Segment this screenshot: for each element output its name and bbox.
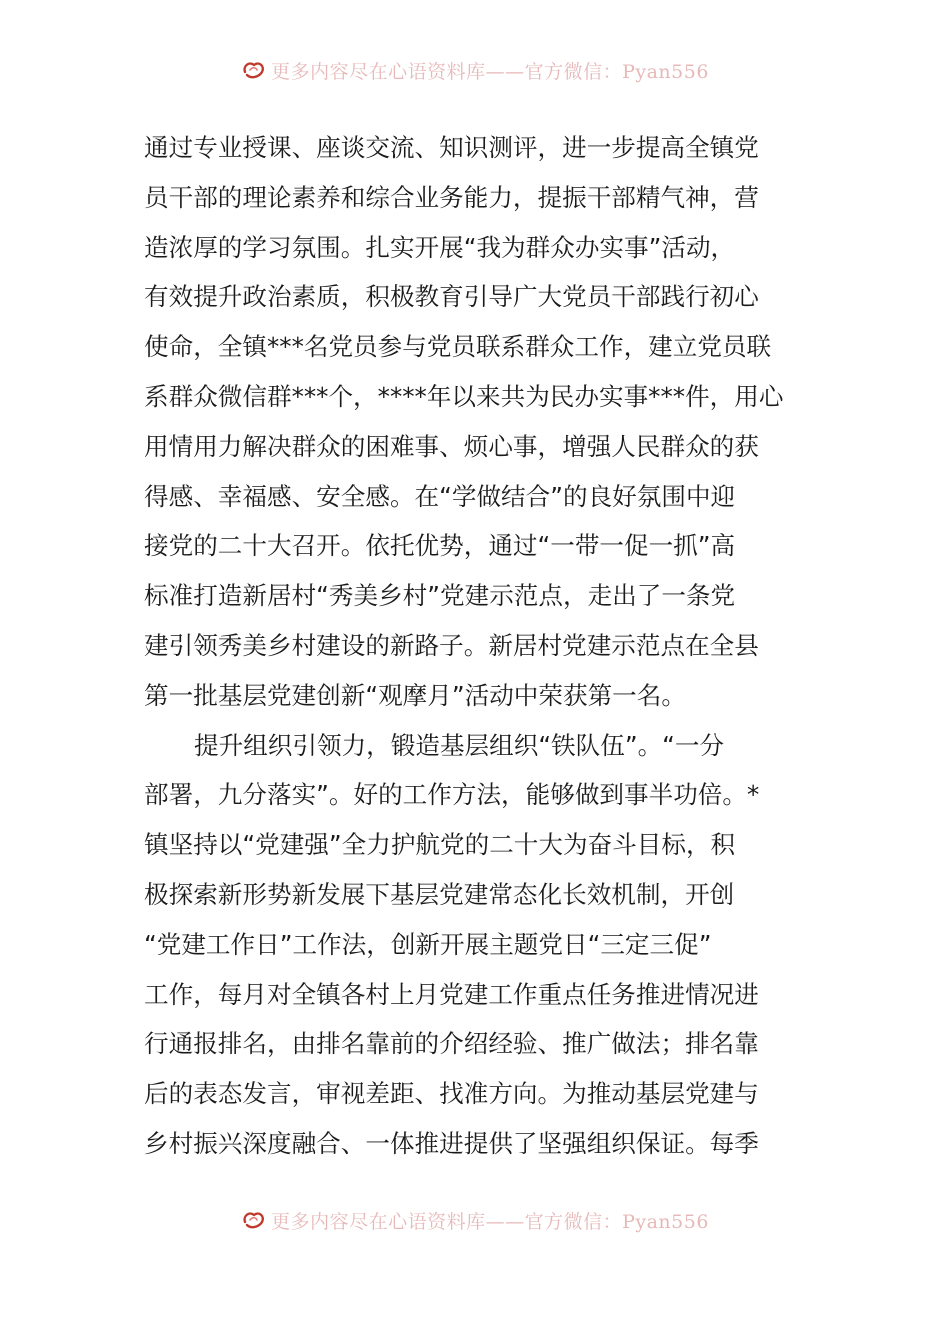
text-line: 工作，每月对全镇各村上月党建工作重点任务推进情况进 (144, 979, 759, 1009)
text-line: 后的表态发言，审视差距、找准方向。为推动基层党建与 (144, 1079, 759, 1109)
text-line: 通过专业授课、座谈交流、知识测评，进一步提高全镇党 (144, 133, 759, 162)
text-line: 镇坚持以“党建强”全力护航党的二十大为奋斗目标，积 (144, 830, 736, 860)
text-line: 标准打造新居村“秀美乡村”党建示范点，走出了一条党 (144, 581, 736, 611)
text-line: 乡村振兴深度融合、一体推进提供了坚强组织保证。每季 (144, 1128, 759, 1158)
paragraph-1 (144, 123, 804, 721)
text-line: 用情用力解决群众的困难事、烦心事，增强人民群众的获 (144, 431, 759, 461)
text-line: 有效提升政治素质，积极教育引导广大党员干部践行初心 (144, 282, 759, 312)
heart-swirl-logo-icon (241, 58, 267, 86)
text-line: 员干部的理论素养和综合业务能力，提振干部精气神，营 (144, 182, 759, 212)
text-line: 得感、幸福感、安全感。在“学做结合”的良好氛围中迎 (144, 481, 736, 511)
text-line: 第一批基层党建创新“观摩月”活动中荣获第一名。 (144, 680, 686, 710)
text-line: 建引领秀美乡村建设的新路子。新居村党建示范点在全县 (144, 630, 759, 660)
text-line: “党建工作日”工作法，创新开展主题党日“三定三促” (144, 929, 712, 959)
document-body (144, 123, 804, 1169)
text-line: 行通报排名，由排名靠前的介绍经验、推广做法；排名靠 (144, 1029, 759, 1059)
footer-watermark (0, 1208, 950, 1236)
watermark-text: 更多内容尽在心语资料库——官方微信：Pyan556 (271, 61, 709, 83)
watermark-text: 更多内容尽在心语资料库——官方微信：Pyan556 (271, 1211, 709, 1233)
paragraph-2 (144, 721, 804, 1169)
text-line: 极探索新形势新发展下基层党建常态化长效机制，开创 (144, 879, 735, 909)
text-line: 部署，九分落实”。好的工作方法，能够做到事半功倍。* (144, 780, 760, 810)
text-line: 系群众微信群***个，****年以来共为民办实事***件，用心 (144, 381, 784, 411)
text-line: 接党的二十大召开。依托优势，通过“一带一促一抓”高 (144, 531, 736, 561)
heart-swirl-logo-icon (241, 1208, 267, 1236)
text-line: 提升组织引领力，锻造基层组织“铁队伍”。“一分 (194, 730, 725, 760)
text-line: 造浓厚的学习氛围。扎实开展“我为群众办实事”活动， (144, 232, 736, 262)
text-line: 使命，全镇***名党员参与党员联系群众工作，建立党员联 (144, 332, 772, 362)
header-watermark (0, 58, 950, 86)
